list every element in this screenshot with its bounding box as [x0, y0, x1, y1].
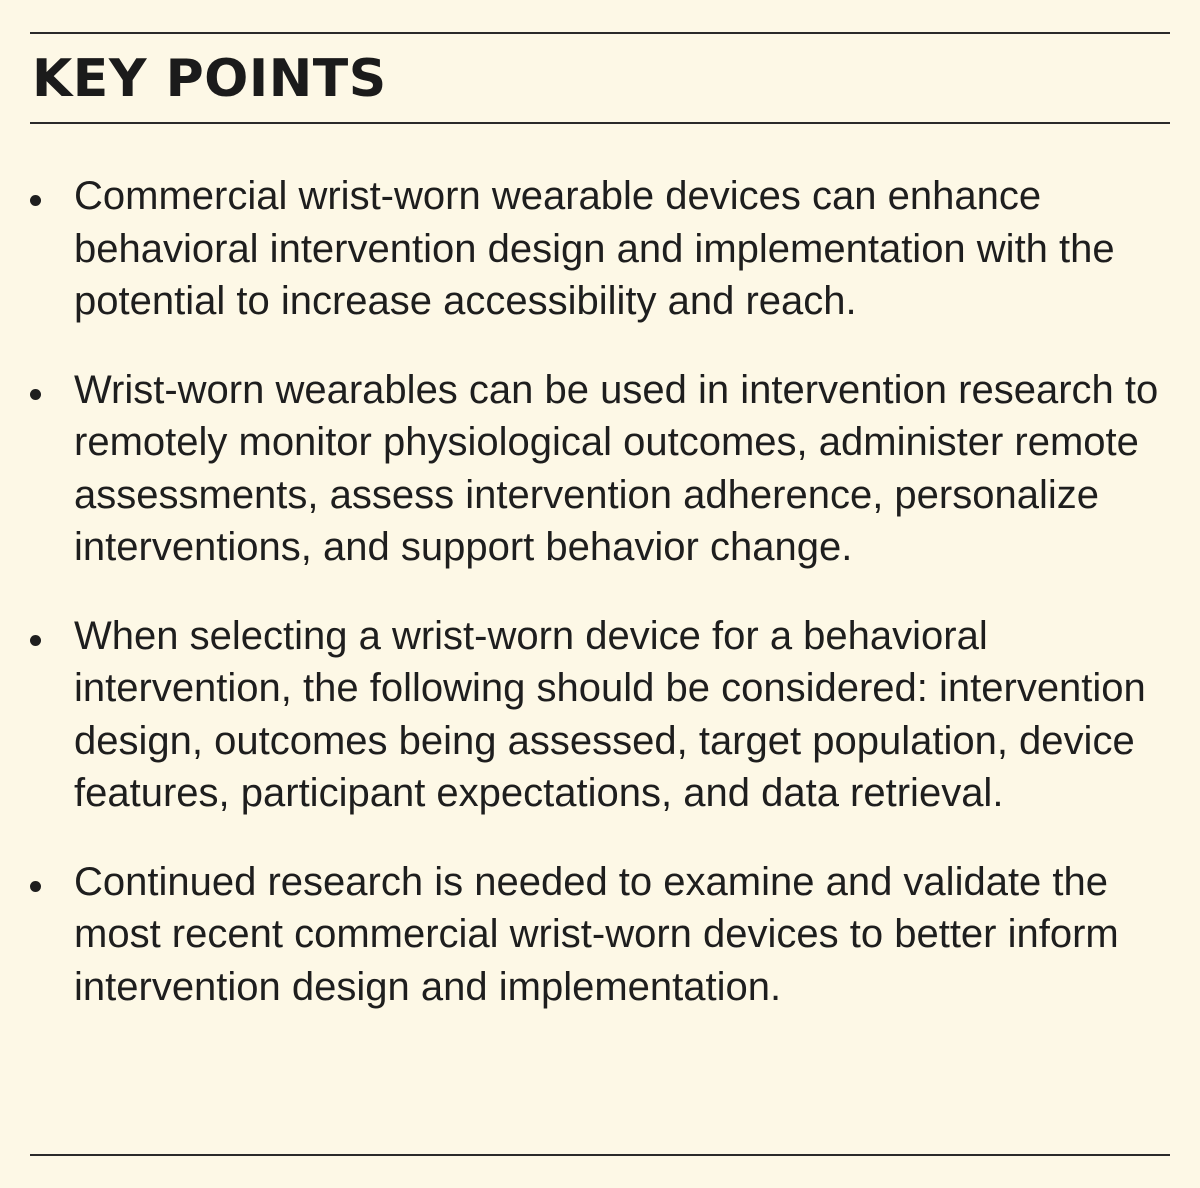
bottom-divider	[30, 1154, 1170, 1156]
bullet-icon	[30, 389, 41, 400]
key-point-item	[30, 856, 1170, 1014]
heading-divider	[30, 122, 1170, 124]
bullet-icon	[30, 881, 41, 892]
key-point-text: Commercial wrist-worn wearable devices can enhance behavioral intervention design and implementation with the potential to increase accessibility and reach.	[74, 174, 1115, 323]
top-divider	[30, 32, 1170, 34]
key-point-text: Wrist-worn wearables can be used in intervention research to remotely monitor physiological outcomes, administer remote assessments, assess intervention adherence, personalize interventions, and support behavior change.	[74, 367, 1159, 569]
bullet-icon	[30, 635, 41, 646]
bullet-icon	[30, 195, 41, 206]
section-heading: KEY POINTS	[32, 49, 387, 109]
key-point-text: Continued research is needed to examine and validate the most recent commercial wrist-worn devices to better inform intervention design and implementation.	[74, 859, 1119, 1009]
key-point-text: When selecting a wrist-worn device for a behavioral intervention, the following should be considered: intervention design, outcomes being assessed, target population, device features, participant expectations, and data retrieval.	[74, 613, 1146, 815]
key-point-item	[30, 170, 1170, 328]
key-point-item	[30, 364, 1170, 574]
key-points-list	[30, 170, 1170, 1013]
key-point-item	[30, 610, 1170, 820]
